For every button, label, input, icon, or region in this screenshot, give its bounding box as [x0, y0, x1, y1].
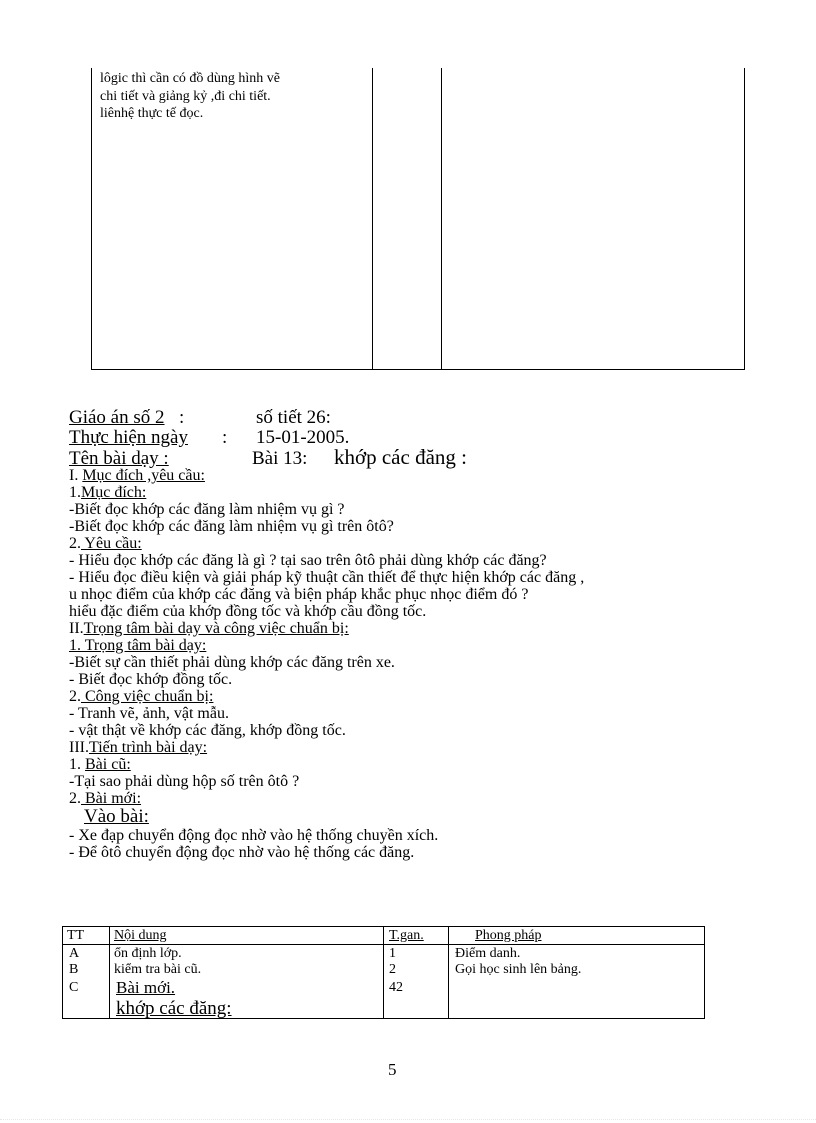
top-table-left-border [91, 68, 92, 370]
section-heading-text: Tiến trình bài dạy: [88, 739, 208, 756]
column-header-content: Nội dung [114, 928, 167, 943]
lesson-table-col-divider [109, 926, 110, 1019]
body-line: hiểu đặc điểm của khớp đồng tốc và khớp cầu đồng tốc. [69, 603, 427, 620]
date-sep: : [222, 427, 228, 448]
subsection-heading-text: Mục đích: [81, 484, 147, 501]
section-heading-text: Trọng tâm bài dạy và công việc chuẩn bị: [83, 620, 349, 637]
subsection-heading-text: Yêu cầu: [81, 535, 142, 552]
table-subtitle: khớp các đăng: [116, 998, 232, 1019]
subsection-heading [69, 484, 146, 501]
column-header-method: Phong pháp [475, 928, 542, 943]
top-table-text-line: liênhệ thực tế đọc. [100, 106, 204, 121]
subsection-heading: 1. Trọng tâm bài dạy: [69, 637, 207, 654]
section-heading-prefix: III. [69, 739, 89, 756]
subsection-heading-text: Công việc chuẩn bị: [81, 688, 214, 705]
lesson-title: khớp các đăng : [334, 445, 467, 469]
subsection-heading-text: Bài mới: [81, 790, 142, 807]
body-line: -Tại sao phải dùng hộp số trên ôtô ? [69, 773, 300, 790]
lesson-plan-label: Giáo án số 2 [69, 407, 165, 428]
date-value: 15-01-2005. [256, 427, 350, 448]
subsection-heading [69, 688, 213, 705]
subsection-heading-text: Bài cũ: [85, 756, 131, 773]
section-heading [69, 467, 205, 484]
subsection-heading-prefix: 1. [69, 756, 85, 773]
table-row-tt: A [69, 946, 80, 961]
subsection-heading-prefix: 2. [69, 535, 81, 552]
body-line: -Biết sự cần thiết phải dùng khớp các đăng trên xe. [69, 654, 395, 671]
subsection-heading [69, 790, 141, 807]
lesson-table-col-divider [383, 926, 384, 1019]
body-line: - Hiểu đọc điều kiện và giải pháp kỹ thuật cần thiết để thực hiện khớp các đăng , [69, 569, 585, 586]
table-row-tt: B [69, 962, 79, 977]
table-row-tt: C [69, 980, 79, 995]
table-row-method: Điểm danh. [455, 946, 521, 961]
table-row-time: 2 [389, 962, 396, 977]
table-row-time: 1 [389, 946, 396, 961]
lesson-number: Bài 13: [252, 448, 308, 469]
section-heading-prefix: II. [69, 620, 84, 637]
lesson-table-right-border [704, 926, 705, 1019]
top-table-text-line: lôgic thì cần có đồ dùng hình vẽ [100, 71, 281, 86]
table-row-method: Gọi học sinh lên bảng. [455, 962, 582, 977]
page-number: 5 [388, 1060, 397, 1079]
subsection-heading-prefix: 2. [69, 790, 81, 807]
intro-heading: Vào bài: [84, 806, 149, 827]
top-table-right-border [744, 68, 745, 370]
body-line: - Xe đạp chuyển động đọc nhờ vào hệ thống chuyền xích. [69, 827, 439, 844]
section-heading-text: Mục đích ,yêu cầu: [82, 467, 205, 484]
body-line: u nhọc điểm của khớp các đăng và biện pháp khắc phục nhọc điểm đó ? [69, 586, 529, 603]
body-line: - Tranh vẽ, ảnh, vật mẫu. [69, 705, 229, 722]
subsection-heading [69, 756, 131, 773]
section-heading-prefix: I. [69, 467, 83, 484]
top-table-bottom-border [91, 369, 745, 370]
table-row-content: ổn định lớp. [114, 946, 182, 961]
body-line: -Biết đọc khớp các đăng làm nhiệm vụ gì ? [69, 501, 345, 518]
top-table-divider-1 [372, 68, 373, 370]
body-line: - Hiểu đọc khớp các đăng là gì ? tại sao trên ôtô phải dùng khớp các đăng? [69, 552, 547, 569]
lesson-table-left-border [62, 926, 63, 1019]
date-label: Thực hiện ngày [69, 427, 188, 448]
top-table-text-line: chi tiết và giảng kỷ ,đi chi tiết. [100, 89, 271, 104]
body-line: -Biết đọc khớp các đăng làm nhiệm vụ gì trên ôtô? [69, 518, 394, 535]
body-line: - Để ôtô chuyển động đọc nhờ vào hệ thống các đăng. [69, 844, 415, 861]
section-heading [69, 739, 207, 756]
table-row-content: kiểm tra bài cũ. [114, 962, 202, 977]
body-line: - vật thật về khớp các đăng, khớp đồng tốc. [69, 722, 346, 739]
table-row-content: Bài mới. [116, 978, 176, 997]
page-edge-divider [0, 1119, 816, 1120]
table-row-time: 42 [389, 980, 403, 995]
lesson-plan-sep: : [179, 407, 185, 428]
period-number: số tiết 26: [256, 407, 331, 428]
column-header-time: T.gan. [389, 928, 424, 943]
lesson-title-label: Tên bài dạy : [69, 448, 169, 469]
top-table-divider-2 [441, 68, 442, 370]
lesson-table-col-divider [448, 926, 449, 1019]
column-header-tt: TT [67, 928, 85, 943]
subsection-heading-prefix: 2. [69, 688, 81, 705]
body-line: - Biết đọc khớp đồng tốc. [69, 671, 233, 688]
subsection-heading-prefix: 1. [69, 484, 81, 501]
section-heading [69, 620, 349, 637]
subsection-heading [69, 535, 142, 552]
